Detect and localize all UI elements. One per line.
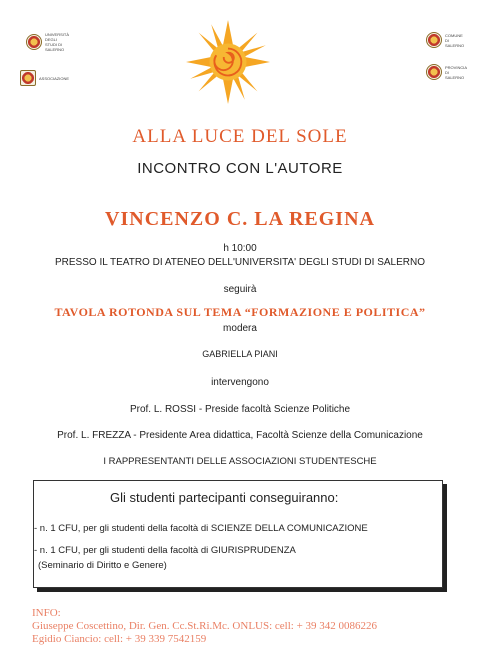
credits-line: - n. 1 CFU, per gli studenti della facoltà di GIURISPRUDENZA [34,545,296,556]
municipality-logo: COMUNE DI SALERNO [426,32,467,48]
info-contact: Egidio Ciancio: cell: + 39 339 7542159 [32,633,207,645]
province-seal-icon [426,64,442,80]
speaker-item: Prof. L. FREZZA - Presidente Area didattica, Facoltà Scienze della Comunicazione [57,430,423,441]
credits-heading: Gli studenti partecipanti conseguiranno: [110,490,339,505]
speaker-item: Prof. L. ROSSI - Preside facoltà Scienze Politiche [129,404,351,415]
municipality-seal-icon [426,32,442,48]
round-table-title: TAVOLA ROTONDA SUL TEMA “FORMAZIONE E POLITICA” [54,305,426,319]
info-contact: Giuseppe Coscettino, Dir. Gen. Cc.St.Ri.Mc. ONLUS: cell: + 39 342 0086226 [32,620,378,632]
event-title: ALLA LUCE DEL SOLE [132,126,348,147]
speakers-label: intervengono [211,377,269,388]
credits-box [33,480,443,588]
province-logo: PROVINCIA DI SALERNO [426,64,467,80]
association-seal-icon [20,70,36,86]
university-logo: UNIVERSITÀ DEGLI STUDI DI SALERNO [26,32,67,52]
credits-note: (Seminario di Diritto e Genere) [38,560,167,571]
university-seal-icon [26,34,42,50]
event-time: h 10:00 [223,243,257,254]
association-logo: ASSOCIAZIONE [20,70,61,86]
speaker-item: I RAPPRESENTANTI DELLE ASSOCIAZIONI STUDENTESCHE [103,456,377,467]
sun-icon [186,20,270,104]
event-subtitle: INCONTRO CON L'AUTORE [137,160,343,177]
credits-line: - n. 1 CFU, per gli studenti della facoltà di SCIENZE DELLA COMUNICAZIONE [34,523,368,534]
moderates-label: modera [223,323,257,334]
follows-label: seguirà [223,284,257,295]
moderator-name: GABRIELLA PIANI [202,349,278,359]
author-name: VINCENZO C. LA REGINA [105,208,375,230]
info-label: INFO: [32,607,61,619]
event-venue: PRESSO IL TEATRO DI ATENEO DELL'UNIVERSITA' DEGLI STUDI DI SALERNO [54,257,425,268]
